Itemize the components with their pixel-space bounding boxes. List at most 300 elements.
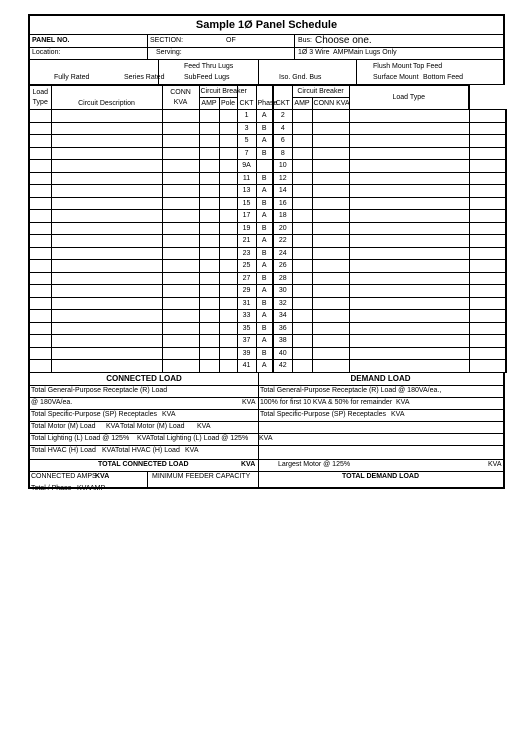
conn-kva-cell[interactable] [162,135,199,148]
conn-kva-cell[interactable] [312,185,349,198]
option-surface-mount[interactable]: Surface Mount [373,74,419,81]
table-row [29,285,506,298]
breaker-amp-cell[interactable] [292,260,312,273]
col-pole-left: Pole [219,98,237,110]
breaker-amp-cell[interactable] [292,335,312,348]
circuit-description-cell[interactable] [349,285,469,298]
section-label: SECTION: [150,37,184,44]
breaker-amp-cell[interactable] [292,297,312,310]
breaker-amp-cell[interactable] [292,122,312,135]
demand-specific-unit: KVA [391,410,405,418]
load-type-cell[interactable] [29,122,51,135]
breaker-pole-cell[interactable] [219,335,237,348]
phase-cell: A [256,260,273,273]
breaker-amp-cell[interactable] [292,210,312,223]
conn-kva-cell[interactable] [312,222,349,235]
circuit-description-cell[interactable] [349,185,469,198]
conn-kva-cell[interactable] [312,347,349,360]
load-type-cell[interactable] [469,222,506,235]
load-summary [28,373,505,492]
option-flush-mount[interactable]: Flush Mount [373,63,412,70]
load-type-cell[interactable] [29,260,51,273]
col-circuit-breaker-left: Circuit Breaker [199,86,237,98]
ckt-number-left: 3 [237,122,256,135]
breaker-amp-cell[interactable] [199,185,219,198]
breaker-amp-cell[interactable] [199,160,219,173]
phase-cell: B [256,222,273,235]
load-type-cell[interactable] [469,122,506,135]
conn-kva-cell[interactable] [312,147,349,160]
ckt-number-right: 16 [273,197,292,210]
conn-kva-cell[interactable] [312,110,349,123]
breaker-amp-cell[interactable] [292,222,312,235]
table-row [29,185,506,198]
wire-label: 1Ø 3 Wire [298,49,330,56]
breaker-pole-cell[interactable] [219,172,237,185]
breaker-amp-cell[interactable] [292,185,312,198]
circuit-description-cell[interactable] [349,122,469,135]
breaker-pole-cell[interactable] [219,210,237,223]
breaker-pole-cell[interactable] [219,135,237,148]
breaker-amp-cell[interactable] [199,322,219,335]
option-top-feed[interactable]: Top Feed [413,63,443,70]
circuit-description-cell[interactable] [51,222,162,235]
conn-kva-cell[interactable] [312,197,349,210]
conn-kva-cell[interactable] [162,260,199,273]
ckt-number-left: 41 [237,360,256,373]
option-feed-thru-lugs[interactable]: Feed Thru Lugs [184,63,234,70]
load-type-cell[interactable] [469,360,506,373]
circuit-description-cell[interactable] [51,272,162,285]
main-lugs-label: Main Lugs Only [348,49,397,56]
conn-kva-cell[interactable] [312,285,349,298]
breaker-amp-cell[interactable] [199,235,219,248]
circuit-description-cell[interactable] [51,160,162,173]
table-row [29,360,506,373]
demand-hvac-label: Total HVAC (H) Load [115,446,180,454]
breaker-pole-cell[interactable] [219,360,237,373]
conn-kva-cell[interactable] [162,147,199,160]
circuit-description-cell[interactable] [51,310,162,323]
largest-motor-unit: KVA [488,460,502,468]
breaker-pole-cell[interactable] [219,222,237,235]
connected-receptacle-label: Total General-Purpose Receptacle (R) Load [31,386,168,394]
conn-kva-cell[interactable] [312,210,349,223]
ckt-number-left: 23 [237,247,256,260]
phase-cell: B [256,197,273,210]
circuit-description-cell[interactable] [349,310,469,323]
breaker-amp-cell[interactable] [199,310,219,323]
breaker-amp-cell[interactable] [199,172,219,185]
col-ckt-left: CKT [237,86,256,110]
ckt-number-right: 12 [273,172,292,185]
breaker-amp-cell[interactable] [292,160,312,173]
breaker-pole-cell[interactable] [219,347,237,360]
demand-receptacle-label: Total General-Purpose Receptacle (R) Load @ 180VA/ea., [260,386,442,394]
breaker-pole-cell[interactable] [219,122,237,135]
breaker-amp-cell[interactable] [199,260,219,273]
circuit-description-cell[interactable] [349,360,469,373]
breaker-pole-cell[interactable] [219,110,237,123]
load-type-cell[interactable] [469,185,506,198]
breaker-amp-cell[interactable] [199,347,219,360]
conn-kva-cell[interactable] [312,310,349,323]
breaker-pole-cell[interactable] [219,322,237,335]
table-row [29,260,506,273]
connected-amps-label: CONNECTED AMPS [31,472,97,480]
option-bottom-feed[interactable]: Bottom Feed [423,74,464,81]
demand-hvac-unit: KVA [185,446,199,454]
phase-cell: A [256,285,273,298]
load-type-cell[interactable] [469,147,506,160]
breaker-pole-cell[interactable] [219,297,237,310]
total-connected-load-unit: KVA [241,460,256,468]
breaker-amp-cell[interactable] [199,335,219,348]
load-type-cell[interactable] [29,135,51,148]
circuit-description-cell[interactable] [51,347,162,360]
breaker-amp-cell[interactable] [292,360,312,373]
conn-kva-cell[interactable] [162,110,199,123]
load-type-cell[interactable] [29,222,51,235]
circuit-description-cell[interactable] [51,247,162,260]
load-type-cell[interactable] [29,185,51,198]
circuit-description-cell[interactable] [349,110,469,123]
circuit-description-cell[interactable] [349,260,469,273]
demand-motor-label: Total Motor (M) Load [120,422,185,430]
load-type-cell[interactable] [469,210,506,223]
circuit-description-cell[interactable] [51,135,162,148]
location-label: Location: [32,49,61,56]
conn-kva-cell[interactable] [162,222,199,235]
load-type-cell[interactable] [29,172,51,185]
load-type-cell[interactable] [29,272,51,285]
col-load-type-left: Load Type [29,86,51,110]
demand-specific-label: Total Specific-Purpose (SP) Receptacles [260,410,387,418]
col-amp-left: AMP [199,98,219,110]
ckt-number-left: 13 [237,185,256,198]
circuit-description-cell[interactable] [51,122,162,135]
load-type-cell[interactable] [29,247,51,260]
breaker-amp-cell[interactable] [292,322,312,335]
bus-dropdown[interactable]: Choose one. [315,35,372,46]
connected-receptacle-unit: KVA [242,398,256,406]
conn-kva-cell[interactable] [312,160,349,173]
ckt-number-right: 4 [273,122,292,135]
load-type-cell[interactable] [29,322,51,335]
col-circuit-breaker-right: Circuit Breaker [292,86,349,98]
option-iso-gnd-bus[interactable]: Iso. Gnd. Bus [279,74,322,81]
conn-kva-cell[interactable] [162,197,199,210]
ckt-number-right: 40 [273,347,292,360]
connected-hvac-unit: KVA [102,446,116,454]
load-type-cell[interactable] [29,285,51,298]
circuit-description-cell[interactable] [51,260,162,273]
of-label: OF [226,37,236,44]
col-amp-right: AMP [292,98,312,110]
load-type-cell[interactable] [29,335,51,348]
table-row [29,272,506,285]
table-row [29,222,506,235]
circuit-description-cell[interactable] [51,110,162,123]
connected-receptacle-rate: @ 180VA/ea. [31,398,73,406]
phase-cell: A [256,335,273,348]
load-type-cell[interactable] [469,272,506,285]
conn-kva-cell[interactable] [162,122,199,135]
circuit-description-cell[interactable] [349,322,469,335]
load-type-cell[interactable] [469,160,506,173]
phase-cell: A [256,210,273,223]
load-type-cell[interactable] [469,110,506,123]
breaker-amp-cell[interactable] [199,147,219,160]
demand-lighting-unit: KVA [259,434,273,442]
table-row [29,122,506,135]
breaker-amp-cell[interactable] [199,135,219,148]
breaker-amp-cell[interactable] [199,360,219,373]
conn-kva-cell[interactable] [162,235,199,248]
load-type-cell[interactable] [29,347,51,360]
circuit-description-cell[interactable] [349,235,469,248]
minimum-feeder-capacity-label: MINIMUM FEEDER CAPACITY [152,472,251,480]
breaker-pole-cell[interactable] [219,285,237,298]
load-type-cell[interactable] [29,210,51,223]
circuit-description-cell[interactable] [349,297,469,310]
breaker-amp-cell[interactable] [199,297,219,310]
breaker-amp-cell[interactable] [199,272,219,285]
load-type-cell[interactable] [469,322,506,335]
table-row [29,297,506,310]
conn-kva-cell[interactable] [162,210,199,223]
load-type-cell[interactable] [29,197,51,210]
ckt-number-right: 36 [273,322,292,335]
ckt-number-left: 15 [237,197,256,210]
breaker-amp-cell[interactable] [292,235,312,248]
circuit-description-cell[interactable] [349,210,469,223]
bus-label: Bus: [298,37,313,44]
ckt-number-left: 25 [237,260,256,273]
table-row [29,347,506,360]
circuit-description-cell[interactable] [349,335,469,348]
col-circuit-description-left: Circuit Description [51,86,162,110]
breaker-amp-cell[interactable] [292,110,312,123]
conn-kva-cell[interactable] [162,185,199,198]
serving-label: Serving: [156,49,182,56]
phase-cell: B [256,347,273,360]
circuit-description-cell[interactable] [51,147,162,160]
amp-label: AMP [333,49,349,56]
breaker-amp-cell[interactable] [199,222,219,235]
circuit-description-cell[interactable] [51,235,162,248]
ckt-number-right: 20 [273,222,292,235]
breaker-amp-cell[interactable] [199,285,219,298]
ckt-number-left: 21 [237,235,256,248]
load-type-cell[interactable] [469,172,506,185]
connected-specific-label: Total Specific-Purpose (SP) Receptacles [31,410,158,418]
breaker-pole-cell[interactable] [219,160,237,173]
phase-cell: A [256,110,273,123]
table-row [29,172,506,185]
breaker-amp-cell[interactable] [292,172,312,185]
demand-load-heading: DEMAND LOAD [350,373,411,383]
circuit-description-cell[interactable] [51,185,162,198]
phase-cell: B [256,147,273,160]
load-type-cell[interactable] [469,197,506,210]
phase-cell: A [256,360,273,373]
breaker-amp-cell[interactable] [199,247,219,260]
breaker-amp-cell[interactable] [292,197,312,210]
option-fully-rated[interactable]: Fully Rated [54,74,90,81]
conn-kva-cell[interactable] [162,335,199,348]
circuit-description-cell[interactable] [349,247,469,260]
conn-kva-cell[interactable] [312,235,349,248]
table-row [29,147,506,160]
page-title: Sample 1Ø Panel Schedule [28,14,505,35]
ckt-number-right: 8 [273,147,292,160]
breaker-amp-cell[interactable] [292,285,312,298]
connected-hvac-label: Total HVAC (H) Load [31,446,96,454]
conn-kva-cell[interactable] [162,285,199,298]
breaker-pole-cell[interactable] [219,235,237,248]
conn-kva-cell[interactable] [312,360,349,373]
load-type-cell[interactable] [469,247,506,260]
col-conn-kva-left: CONN KVA [162,86,199,110]
breaker-amp-cell[interactable] [199,210,219,223]
circuit-description-cell[interactable] [349,172,469,185]
load-type-cell[interactable] [29,235,51,248]
conn-kva-cell[interactable] [162,247,199,260]
connected-load-heading: CONNECTED LOAD [106,373,182,383]
conn-kva-cell[interactable] [162,360,199,373]
circuit-description-cell[interactable] [51,210,162,223]
circuit-description-cell[interactable] [51,360,162,373]
circuit-description-cell[interactable] [51,197,162,210]
conn-kva-cell[interactable] [162,172,199,185]
load-type-cell[interactable] [29,360,51,373]
load-type-cell[interactable] [469,297,506,310]
phase-total-unit: KVA [77,484,91,492]
load-type-cell[interactable] [469,260,506,273]
phase-cell: A [256,235,273,248]
connected-lighting-unit: KVA [137,434,151,442]
ckt-number-right: 30 [273,285,292,298]
breaker-amp-cell[interactable] [292,147,312,160]
conn-kva-cell[interactable] [312,172,349,185]
load-type-cell[interactable] [469,235,506,248]
circuit-description-cell[interactable] [51,172,162,185]
breaker-amp-cell[interactable] [199,197,219,210]
option-series-rated[interactable]: Series Rated [124,74,165,81]
phase-cell: B [256,297,273,310]
circuit-description-cell[interactable] [51,322,162,335]
breaker-amp-cell[interactable] [292,247,312,260]
load-type-cell[interactable] [29,310,51,323]
conn-kva-cell[interactable] [312,322,349,335]
connected-motor-label: Total Motor (M) Load [31,422,96,430]
conn-kva-cell[interactable] [162,310,199,323]
conn-kva-cell[interactable] [162,297,199,310]
ckt-number-right: 42 [273,360,292,373]
ckt-number-left: 39 [237,347,256,360]
conn-kva-cell[interactable] [162,322,199,335]
load-type-cell[interactable] [29,110,51,123]
breaker-amp-cell[interactable] [292,310,312,323]
conn-kva-cell[interactable] [312,335,349,348]
conn-kva-cell[interactable] [162,347,199,360]
circuit-description-cell[interactable] [349,347,469,360]
table-row [29,110,506,123]
ckt-number-left: 11 [237,172,256,185]
load-type-cell[interactable] [469,310,506,323]
circuit-table [28,85,507,373]
connected-amps-unit: KVA [95,472,110,480]
table-row [29,210,506,223]
demand-motor-unit: KVA [197,422,211,430]
breaker-pole-cell[interactable] [219,247,237,260]
load-type-cell[interactable] [29,297,51,310]
circuit-description-cell[interactable] [349,160,469,173]
circuit-description-cell[interactable] [51,285,162,298]
connected-specific-unit: KVA [162,410,176,418]
circuit-description-cell[interactable] [349,147,469,160]
load-type-cell[interactable] [469,285,506,298]
column-header-row-1 [29,86,506,98]
conn-kva-cell[interactable] [312,272,349,285]
breaker-amp-cell[interactable] [292,135,312,148]
circuit-description-cell[interactable] [349,272,469,285]
breaker-amp-cell[interactable] [292,347,312,360]
load-type-cell[interactable] [469,347,506,360]
conn-kva-cell[interactable] [312,297,349,310]
breaker-pole-cell[interactable] [219,272,237,285]
breaker-pole-cell[interactable] [219,197,237,210]
connected-motor-unit: KVA [106,422,120,430]
table-row [29,235,506,248]
breaker-amp-cell[interactable] [292,272,312,285]
breaker-pole-cell[interactable] [219,147,237,160]
connected-lighting-label: Total Lighting (L) Load @ 125% [31,434,130,442]
conn-kva-cell[interactable] [312,260,349,273]
circuit-description-cell[interactable] [349,222,469,235]
largest-motor-label: Largest Motor @ 125% [278,460,351,468]
breaker-pole-cell[interactable] [219,185,237,198]
conn-kva-cell[interactable] [162,272,199,285]
conn-kva-cell[interactable] [312,135,349,148]
circuit-description-cell[interactable] [349,135,469,148]
load-type-cell[interactable] [469,135,506,148]
ckt-number-right: 6 [273,135,292,148]
circuit-description-cell[interactable] [51,335,162,348]
breaker-pole-cell[interactable] [219,310,237,323]
conn-kva-cell[interactable] [162,160,199,173]
phase-cell: B [256,247,273,260]
breaker-amp-cell[interactable] [199,110,219,123]
load-type-cell[interactable] [469,335,506,348]
col-load-type-right: Load Type [349,86,469,110]
circuit-description-cell[interactable] [349,197,469,210]
ckt-number-left: 33 [237,310,256,323]
phase-cell [256,160,273,173]
table-row [29,160,506,173]
circuit-description-cell[interactable] [51,297,162,310]
option-subfeed-lugs[interactable]: SubFeed Lugs [184,74,230,81]
load-type-cell[interactable] [29,160,51,173]
load-type-cell[interactable] [29,147,51,160]
phase-total-label: Total / Phase [31,484,72,492]
breaker-amp-cell[interactable] [199,122,219,135]
conn-kva-cell[interactable] [312,122,349,135]
conn-kva-cell[interactable] [312,247,349,260]
ckt-number-left: 27 [237,272,256,285]
breaker-pole-cell[interactable] [219,260,237,273]
